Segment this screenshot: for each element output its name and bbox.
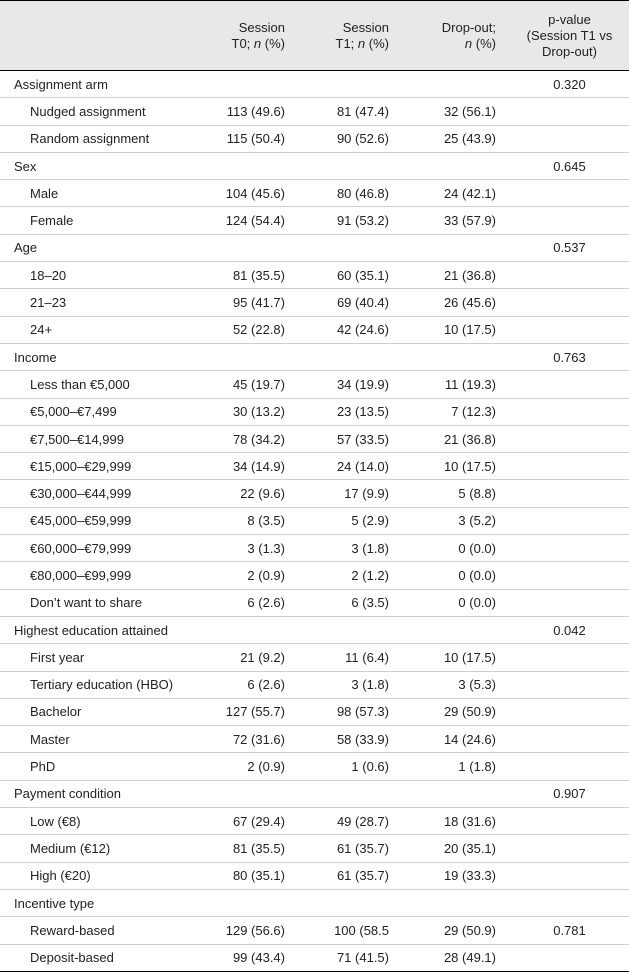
row-label: Less than €5,000 [30, 376, 130, 392]
category-label: Incentive type [14, 895, 95, 911]
value-cell-0: 124 (54.4) [225, 213, 285, 229]
row-label: PhD [30, 759, 56, 775]
category-label: Payment condition [14, 786, 121, 802]
value-cell-2 [403, 71, 510, 98]
value-cell-2: 0 (0.0) [458, 540, 496, 556]
p-value-cell: 0.042 [553, 622, 586, 638]
category-label: Assignment arm [14, 76, 108, 92]
value-cell-0: 2 (0.9) [247, 567, 285, 583]
table-row [0, 289, 629, 316]
value-cell-0: 127 (55.7) [225, 704, 285, 720]
p-value-cell [510, 671, 629, 698]
table-row [0, 535, 629, 562]
value-cell-2 [403, 616, 510, 643]
value-cell-1 [299, 152, 403, 179]
value-cell-1: 34 (19.9) [336, 376, 389, 392]
row-label: 21–23 [30, 295, 67, 311]
row-label: Medium (€12) [30, 840, 111, 856]
table-row [0, 371, 629, 398]
table-row [0, 671, 629, 698]
value-cell-1: 6 (3.5) [351, 595, 389, 611]
value-cell-1 [299, 71, 403, 98]
value-cell-2 [403, 889, 510, 916]
table-row [0, 507, 629, 534]
value-cell-2: 19 (33.3) [443, 868, 496, 884]
p-value-cell [510, 316, 629, 343]
p-value-cell [510, 453, 629, 480]
row-label: Don’t want to share [30, 595, 143, 611]
value-cell-2: 14 (24.6) [443, 731, 496, 747]
value-cell-1: 69 (40.4) [336, 295, 389, 311]
row-label: Nudged assignment [30, 103, 146, 119]
p-value-cell: 0.781 [553, 922, 586, 938]
header-dropout-sub: n (%) [464, 35, 496, 51]
value-cell-0: 115 (50.4) [226, 131, 285, 147]
category-label: Sex [14, 158, 37, 174]
value-cell-2 [403, 780, 510, 807]
value-cell-0: 78 (34.2) [232, 431, 285, 447]
p-value-cell [510, 698, 629, 725]
table-row [0, 944, 629, 971]
table-header [0, 1, 629, 71]
p-value-cell [510, 726, 629, 753]
value-cell-1: 49 (28.7) [336, 813, 389, 829]
value-cell-0 [201, 616, 299, 643]
row-label: Low (€8) [30, 813, 81, 829]
row-label: €45,000–€59,999 [30, 513, 132, 529]
value-cell-1: 3 (1.8) [351, 677, 389, 693]
header-session-t0: Session T0; n (%) [201, 1, 299, 71]
p-value-cell [510, 753, 629, 780]
row-label: Female [30, 213, 74, 229]
value-cell-2: 24 (42.1) [443, 185, 496, 201]
header-dropout: Drop-out; n (%) [403, 1, 510, 71]
p-value-cell [510, 889, 629, 916]
value-cell-1: 5 (2.9) [351, 513, 389, 529]
value-cell-1: 71 (41.5) [336, 950, 389, 966]
p-value-cell [510, 644, 629, 671]
value-cell-1: 98 (57.3) [336, 704, 389, 720]
value-cell-1: 11 (6.4) [345, 649, 389, 665]
value-cell-0: 95 (41.7) [232, 295, 285, 311]
value-cell-1: 60 (35.1) [336, 267, 389, 283]
value-cell-0: 81 (35.5) [232, 840, 285, 856]
value-cell-2: 3 (5.2) [458, 513, 496, 529]
row-label: Master [30, 731, 70, 747]
row-label: 24+ [30, 322, 53, 338]
p-value-cell [510, 944, 629, 971]
value-cell-0 [201, 152, 299, 179]
row-label: Bachelor [30, 704, 82, 720]
table-row [0, 207, 629, 234]
value-cell-2 [403, 234, 510, 261]
value-cell-0: 104 (45.6) [225, 185, 285, 201]
row-label: €15,000–€29,999 [30, 458, 132, 474]
table-row [0, 125, 629, 152]
value-cell-2: 0 (0.0) [458, 595, 496, 611]
row-label: Reward-based [30, 922, 115, 938]
value-cell-1 [299, 889, 403, 916]
p-value-cell [510, 98, 629, 125]
p-value-cell [510, 289, 629, 316]
value-cell-2: 1 (1.8) [458, 759, 496, 775]
value-cell-1 [299, 343, 403, 370]
value-cell-0: 45 (19.7) [232, 376, 285, 392]
value-cell-1: 100 (58.5 [334, 922, 389, 938]
row-label: Deposit-based [30, 950, 114, 966]
value-cell-0: 129 (56.6) [225, 922, 285, 938]
value-cell-0: 8 (3.5) [247, 513, 285, 529]
header-session-t1: Session T1; n (%) [299, 1, 403, 71]
p-value-cell [510, 480, 629, 507]
value-cell-1: 57 (33.5) [336, 431, 389, 447]
p-value-cell [510, 180, 629, 207]
value-cell-1: 61 (35.7) [336, 868, 389, 884]
header-p-value: p-value (Session T1 vs Drop-out) [510, 1, 629, 71]
value-cell-0: 30 (13.2) [232, 404, 285, 420]
value-cell-0: 113 (49.6) [226, 103, 285, 119]
category-label: Age [14, 240, 38, 256]
p-value-cell [510, 207, 629, 234]
value-cell-0 [201, 889, 299, 916]
value-cell-2: 11 (19.3) [444, 376, 496, 392]
value-cell-2: 29 (50.9) [443, 704, 496, 720]
category-row [0, 616, 629, 643]
value-cell-2: 0 (0.0) [458, 567, 496, 583]
table-body [0, 71, 629, 972]
category-label: Highest education attained [14, 622, 168, 638]
p-value-cell [510, 535, 629, 562]
category-row [0, 234, 629, 261]
category-label: Income [14, 349, 57, 365]
value-cell-1: 23 (13.5) [336, 404, 389, 420]
row-label: Male [30, 185, 59, 201]
value-cell-2: 21 (36.8) [443, 431, 496, 447]
value-cell-1: 91 (53.2) [336, 213, 389, 229]
value-cell-2: 21 (36.8) [443, 267, 496, 283]
value-cell-2 [403, 152, 510, 179]
value-cell-1 [299, 616, 403, 643]
value-cell-2: 7 (12.3) [451, 404, 496, 420]
value-cell-1: 90 (52.6) [336, 131, 389, 147]
value-cell-2: 25 (43.9) [443, 131, 496, 147]
p-value-cell [510, 562, 629, 589]
header-session-t1-sub: T1; n (%) [335, 35, 389, 51]
value-cell-0: 81 (35.5) [232, 267, 285, 283]
value-cell-2: 29 (50.9) [443, 922, 496, 938]
value-cell-1: 80 (46.8) [336, 185, 389, 201]
value-cell-2: 5 (8.8) [458, 486, 496, 502]
table-row [0, 98, 629, 125]
table-row [0, 644, 629, 671]
table-row [0, 562, 629, 589]
table-row [0, 180, 629, 207]
value-cell-1: 58 (33.9) [336, 731, 389, 747]
category-row [0, 343, 629, 370]
table-row [0, 453, 629, 480]
row-label: €5,000–€7,499 [30, 404, 117, 420]
row-label: €80,000–€99,999 [30, 567, 132, 583]
row-label: First year [30, 649, 85, 665]
p-value-cell [510, 425, 629, 452]
row-label: Tertiary education (HBO) [30, 677, 174, 693]
table-row [0, 262, 629, 289]
row-label: €30,000–€44,999 [30, 486, 132, 502]
value-cell-0: 72 (31.6) [232, 731, 285, 747]
value-cell-0: 2 (0.9) [247, 759, 285, 775]
value-cell-1: 2 (1.2) [351, 567, 389, 583]
value-cell-0: 80 (35.1) [232, 868, 285, 884]
value-cell-0 [201, 71, 299, 98]
value-cell-0: 6 (2.6) [247, 595, 285, 611]
value-cell-2: 33 (57.9) [443, 213, 496, 229]
p-value-cell [510, 125, 629, 152]
value-cell-2: 3 (5.3) [458, 677, 496, 693]
value-cell-0 [201, 780, 299, 807]
value-cell-0: 34 (14.9) [232, 458, 285, 474]
table-row [0, 425, 629, 452]
category-row [0, 889, 629, 916]
value-cell-2: 26 (45.6) [443, 295, 496, 311]
table-row [0, 808, 629, 835]
p-value-cell [510, 808, 629, 835]
value-cell-2: 20 (35.1) [443, 840, 496, 856]
table-row [0, 398, 629, 425]
table-row [0, 589, 629, 616]
value-cell-0 [201, 234, 299, 261]
value-cell-2: 28 (49.1) [443, 950, 496, 966]
value-cell-0: 21 (9.2) [240, 649, 285, 665]
category-row [0, 71, 629, 98]
p-value-cell [510, 398, 629, 425]
value-cell-1: 1 (0.6) [351, 759, 389, 775]
header-session-t0-sub: T0; n (%) [231, 35, 285, 51]
table-row [0, 753, 629, 780]
category-row [0, 780, 629, 807]
value-cell-0: 22 (9.6) [240, 486, 285, 502]
p-value-cell [510, 862, 629, 889]
value-cell-0: 52 (22.8) [232, 322, 285, 338]
value-cell-0: 99 (43.4) [232, 950, 285, 966]
p-value-cell: 0.537 [553, 240, 586, 256]
p-value-cell [510, 262, 629, 289]
p-value-cell [510, 507, 629, 534]
row-label: High (€20) [30, 868, 91, 884]
p-value-cell: 0.907 [553, 786, 586, 802]
value-cell-2: 10 (17.5) [443, 649, 496, 665]
category-row [0, 152, 629, 179]
value-cell-1: 61 (35.7) [336, 840, 389, 856]
value-cell-1: 81 (47.4) [336, 103, 389, 119]
table-row [0, 835, 629, 862]
table-row [0, 480, 629, 507]
p-value-cell [510, 835, 629, 862]
value-cell-1: 24 (14.0) [336, 458, 389, 474]
table-row [0, 917, 629, 944]
value-cell-2: 10 (17.5) [443, 458, 496, 474]
table-row [0, 862, 629, 889]
table-row [0, 316, 629, 343]
value-cell-1 [299, 780, 403, 807]
p-value-cell: 0.645 [553, 158, 586, 174]
table-row [0, 726, 629, 753]
p-value-cell [510, 371, 629, 398]
row-label: Random assignment [30, 131, 150, 147]
value-cell-0: 6 (2.6) [247, 677, 285, 693]
p-value-cell: 0.320 [553, 76, 586, 92]
value-cell-0: 3 (1.3) [247, 540, 285, 556]
table-row [0, 698, 629, 725]
value-cell-0: 67 (29.4) [232, 813, 285, 829]
value-cell-2: 18 (31.6) [443, 813, 496, 829]
value-cell-1 [299, 234, 403, 261]
header-empty [0, 1, 201, 71]
value-cell-1: 17 (9.9) [344, 486, 389, 502]
value-cell-1: 3 (1.8) [351, 540, 389, 556]
row-label: €7,500–€14,999 [30, 431, 124, 447]
row-label: 18–20 [30, 267, 67, 283]
p-value-cell: 0.763 [553, 349, 586, 365]
value-cell-2 [403, 343, 510, 370]
value-cell-0 [201, 343, 299, 370]
p-value-cell [510, 589, 629, 616]
value-cell-2: 32 (56.1) [443, 103, 496, 119]
value-cell-2: 10 (17.5) [443, 322, 496, 338]
value-cell-1: 42 (24.6) [336, 322, 389, 338]
row-label: €60,000–€79,999 [30, 540, 132, 556]
